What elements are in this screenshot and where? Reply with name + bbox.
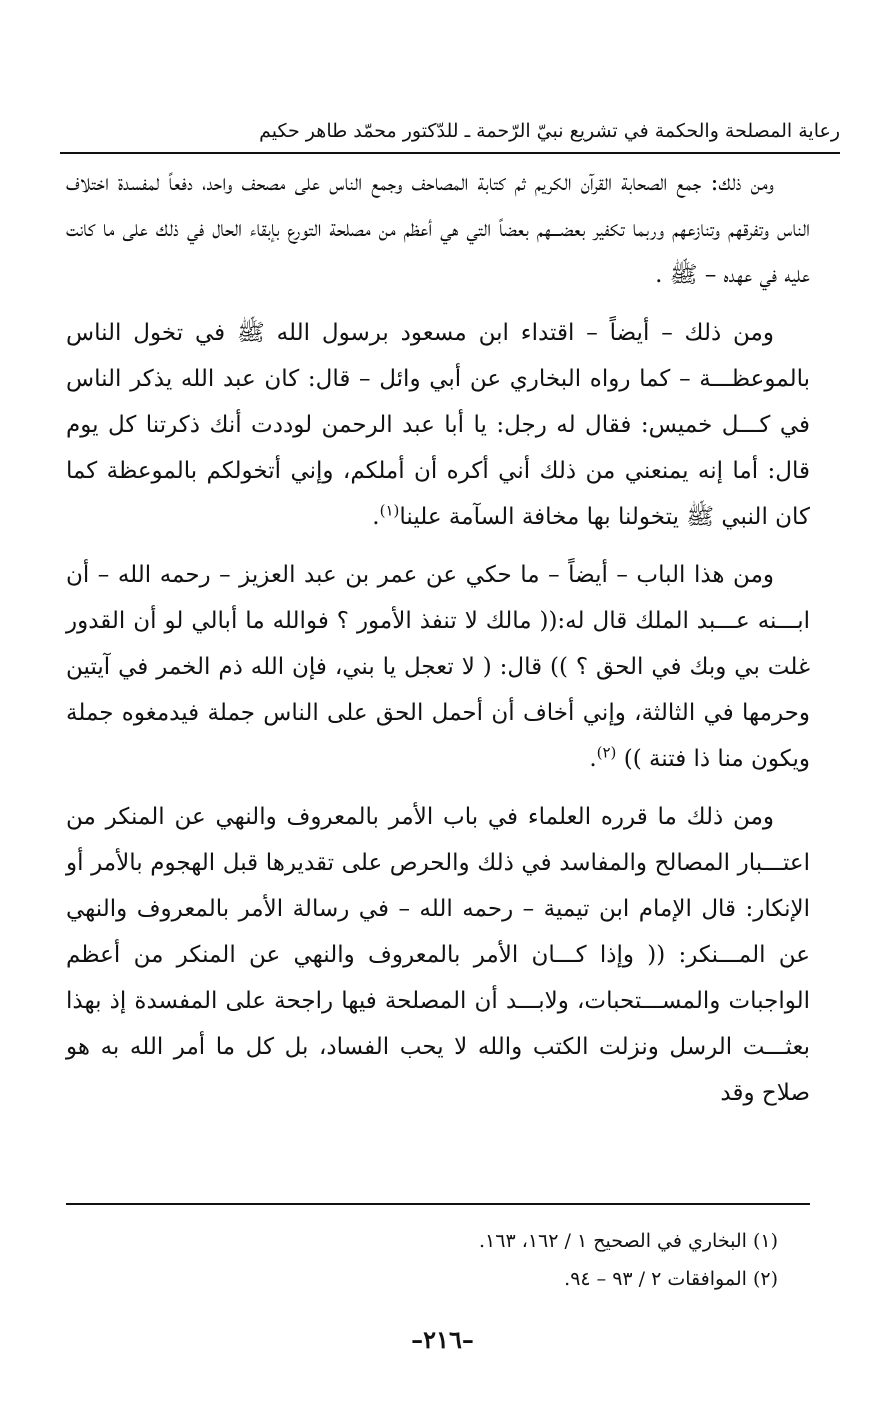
footnote-reference[interactable]: (٢) xyxy=(596,743,617,762)
paragraph-text: ومن ذلك: جمع الصحابة القرآن الكريم ثم كتابة المصاحف وجمع الناس على مصحف واحد، دفعاً لمفسدة اختلاف الناس وتفرقهم وتنازعهم وربما تكفير بعضـــهم بعضاً التي هي أعظم من مصلحة التورع بإبقاء الحال في ذلك على ما كانت عليه في عهده – ﷺ . xyxy=(66,170,810,288)
paragraph: ومن هذا الباب – أيضاً – ما حكي عن عمر بن عبد العزيز – رحمه الله – أن ابـــنه عـــبد الملك قال له:(( مالك لا تنفذ الأمور ؟ فوالله ما أبالي لو أن القدور غلت بي وبك في الحق ؟ )) قال: ( لا تعجل يا بني، فإن الله ذم الخمر في آيتين وحرمها في الثالثة، وإني أخاف أن أحمل الحق على الناس جملة فيدمغوه جملة ويكون منا ذا فتنة )) $^{(٢)}$. xyxy=(66,562,810,772)
footnote-rule xyxy=(66,1203,810,1205)
footnote: (١) البخاري في الصحيح ١ / ١٦٢، ١٦٣. xyxy=(478,1230,778,1252)
footnote: (٢) الموافقات ٢ / ٩٣ – ٩٤. xyxy=(564,1268,778,1290)
footnote-reference[interactable]: (١) xyxy=(379,501,400,520)
header-rule xyxy=(60,152,840,154)
page-number: –٢١٦– xyxy=(411,1325,474,1354)
paragraph xyxy=(66,160,810,298)
footnotes xyxy=(66,1222,778,1298)
body-text xyxy=(66,160,810,1128)
paragraph: ومن ذلك – أيضاً – اقتداء ابن مسعود برسول الله ﷺ في تخول الناس بالموعظـــة – كما رواه البخاري عن أبي وائل – قال: كان عبد الله يذكر الناس في كـــل خميس: فقال له رجل: يا أبا عبد الرحمن لوددت أنك ذكرتنا كل يوم قال: أما إنه يمنعني من ذلك أني أكره أن أملكم، وإني أتخولكم بالموعظة كما كان النبي ﷺ يتخولنا بها مخافة السآمة علينا$^{(١)}$. xyxy=(66,320,810,530)
paragraph xyxy=(66,794,810,1116)
paragraph-text: ومن ذلك ما قرره العلماء في باب الأمر بالمعروف والنهي عن المنكر من اعتـــبار المصالح والمفاسد في ذلك والحرص على تقديرها قبل الهجوم بالأمر أو الإنكار: قال الإمام ابن تيمية – رحمه الله – في رسالة الأمر بالمعروف والنهي عن المـــنكر: (( وإذا كـــان الأمر بالمعروف والنهي عن المنكر من أعظم الواجبات والمســـتحبات، ولابـــد أن المصلحة فيها راجحة على المفسدة إذ بهذا بعثـــت الرسل ونزلت الكتب والله لا يحب الفساد، بل كل ما أمر الله به هو صلاح وقد xyxy=(66,804,810,1106)
paragraph-text: ومن هذا الباب – أيضاً – ما حكي عن عمر بن عبد العزيز – رحمه الله – أن ابـــنه عـــبد الملك قال له:(( مالك لا تنفذ الأمور ؟ فوالله ما أبالي لو أن القدور غلت بي وبك في الحق ؟ )) قال: ( لا تعجل يا بني، فإن الله ذم الخمر في آيتين وحرمها في الثالثة، وإني أخاف أن أحمل الحق على الناس جملة فيدمغوه جملة ويكون منا ذا فتنة )) xyxy=(66,562,810,772)
running-header: رعاية المصلحة والحكمة في تشريع نبيّ الرّحمة ـ للدّكتور محمّد طاهر حكيم xyxy=(259,120,840,142)
paragraph-text: ومن ذلك – أيضاً – اقتداء ابن مسعود برسول الله ﷺ في تخول الناس بالموعظـــة – كما رواه البخاري عن أبي وائل – قال: كان عبد الله يذكر الناس في كـــل خميس: فقال له رجل: يا أبا عبد الرحمن لوددت أنك ذكرتنا كل يوم قال: أما إنه يمنعني من ذلك أني أكره أن أملكم، وإني أتخولكم بالموعظة كما كان النبي ﷺ يتخولنا بها مخافة السآمة علينا xyxy=(66,320,810,530)
